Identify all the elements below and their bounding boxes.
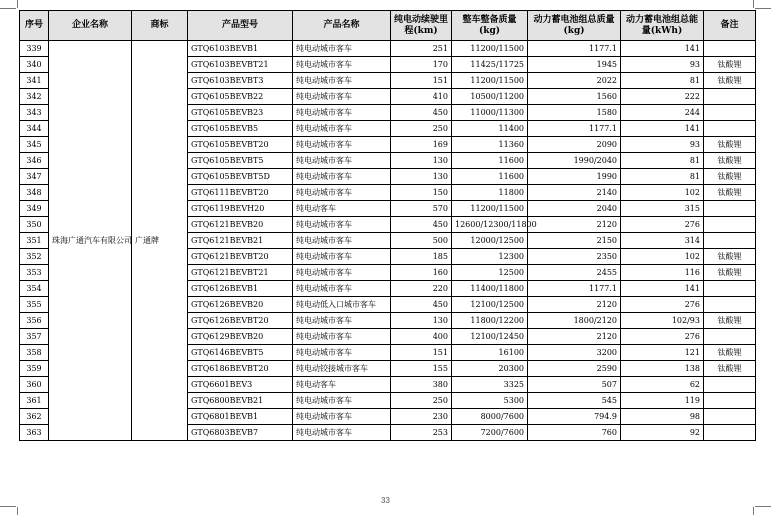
note-cell: 钛酸锂 bbox=[704, 185, 756, 201]
curb-mass-cell: 11400/11800 bbox=[452, 281, 528, 297]
note-cell bbox=[704, 233, 756, 249]
curb-mass-cell: 12100/12450 bbox=[452, 329, 528, 345]
battery-mass-cell: 2120 bbox=[528, 329, 621, 345]
battery-mass-cell: 2150 bbox=[528, 233, 621, 249]
battery-mass-cell: 1177.1 bbox=[528, 281, 621, 297]
product-name-cell: 纯电动城市客车 bbox=[293, 281, 391, 297]
col-header-battery-energy: 动力蓄电池组总能量(kWh) bbox=[621, 11, 704, 41]
model-cell: GTQ6801BEVB1 bbox=[188, 409, 293, 425]
product-name-cell: 纯电动城市客车 bbox=[293, 409, 391, 425]
col-header-note: 备注 bbox=[704, 11, 756, 41]
battery-energy-cell: 314 bbox=[621, 233, 704, 249]
product-name-cell: 纯电动城市客车 bbox=[293, 41, 391, 57]
row-seq-cell: 344 bbox=[20, 121, 49, 137]
range-cell: 130 bbox=[391, 313, 452, 329]
row-seq-cell: 345 bbox=[20, 137, 49, 153]
product-name-cell: 纯电动城市客车 bbox=[293, 121, 391, 137]
vehicle-catalog-table bbox=[19, 10, 756, 441]
model-cell: GTQ6111BEVBT20 bbox=[188, 185, 293, 201]
model-cell: GTQ6601BEV3 bbox=[188, 377, 293, 393]
note-cell: 钛酸锂 bbox=[704, 57, 756, 73]
curb-mass-cell: 11600 bbox=[452, 153, 528, 169]
curb-mass-cell: 11360 bbox=[452, 137, 528, 153]
range-cell: 220 bbox=[391, 281, 452, 297]
col-header-company: 企业名称 bbox=[49, 11, 132, 41]
curb-mass-cell: 11600 bbox=[452, 169, 528, 185]
note-cell bbox=[704, 201, 756, 217]
curb-mass-cell: 11800/12200 bbox=[452, 313, 528, 329]
row-seq-cell: 339 bbox=[20, 41, 49, 57]
battery-mass-cell: 545 bbox=[528, 393, 621, 409]
crop-mark bbox=[755, 8, 771, 9]
model-cell: GTQ6121BEVBT20 bbox=[188, 249, 293, 265]
product-name-cell: 纯电动城市客车 bbox=[293, 265, 391, 281]
model-cell: GTQ6126BEVB20 bbox=[188, 297, 293, 313]
curb-mass-cell: 11200/11500 bbox=[452, 73, 528, 89]
battery-mass-cell: 2455 bbox=[528, 265, 621, 281]
range-cell: 250 bbox=[391, 393, 452, 409]
note-cell bbox=[704, 425, 756, 441]
note-cell bbox=[704, 297, 756, 313]
model-cell: GTQ6121BEVB20 bbox=[188, 217, 293, 233]
curb-mass-cell: 16100 bbox=[452, 345, 528, 361]
note-cell bbox=[704, 41, 756, 57]
battery-mass-cell: 1990/2040 bbox=[528, 153, 621, 169]
product-name-cell: 纯电动客车 bbox=[293, 377, 391, 393]
note-cell bbox=[704, 329, 756, 345]
battery-energy-cell: 141 bbox=[621, 281, 704, 297]
col-header-brand: 商标 bbox=[132, 11, 188, 41]
row-seq-cell: 351 bbox=[20, 233, 49, 249]
range-cell: 185 bbox=[391, 249, 452, 265]
range-cell: 570 bbox=[391, 201, 452, 217]
battery-energy-cell: 81 bbox=[621, 153, 704, 169]
row-seq-cell: 363 bbox=[20, 425, 49, 441]
note-cell: 钛酸锂 bbox=[704, 73, 756, 89]
range-cell: 380 bbox=[391, 377, 452, 393]
battery-energy-cell: 276 bbox=[621, 217, 704, 233]
row-seq-cell: 360 bbox=[20, 377, 49, 393]
crop-mark bbox=[753, 0, 754, 8]
battery-mass-cell: 1560 bbox=[528, 89, 621, 105]
battery-energy-cell: 116 bbox=[621, 265, 704, 281]
note-cell bbox=[704, 409, 756, 425]
row-seq-cell: 362 bbox=[20, 409, 49, 425]
range-cell: 160 bbox=[391, 265, 452, 281]
battery-energy-cell: 138 bbox=[621, 361, 704, 377]
model-cell: GTQ6105BEVB5 bbox=[188, 121, 293, 137]
battery-mass-cell: 1800/2120 bbox=[528, 313, 621, 329]
curb-mass-cell: 12500 bbox=[452, 265, 528, 281]
battery-energy-cell: 315 bbox=[621, 201, 704, 217]
note-cell: 钛酸锂 bbox=[704, 361, 756, 377]
model-cell: GTQ6105BEVBT20 bbox=[188, 137, 293, 153]
curb-mass-cell: 11800 bbox=[452, 185, 528, 201]
range-cell: 251 bbox=[391, 41, 452, 57]
model-cell: GTQ6105BEVB23 bbox=[188, 105, 293, 121]
model-cell: GTQ6126BEVBT20 bbox=[188, 313, 293, 329]
battery-energy-cell: 276 bbox=[621, 329, 704, 345]
row-seq-cell: 357 bbox=[20, 329, 49, 345]
battery-mass-cell: 507 bbox=[528, 377, 621, 393]
battery-mass-cell: 1945 bbox=[528, 57, 621, 73]
note-cell: 钛酸锂 bbox=[704, 249, 756, 265]
range-cell: 500 bbox=[391, 233, 452, 249]
product-name-cell: 纯电动城市客车 bbox=[293, 313, 391, 329]
row-seq-cell: 349 bbox=[20, 201, 49, 217]
product-name-cell: 纯电动城市客车 bbox=[293, 345, 391, 361]
battery-mass-cell: 1177.1 bbox=[528, 121, 621, 137]
product-name-cell: 纯电动城市客车 bbox=[293, 137, 391, 153]
product-name-cell: 纯电动城市客车 bbox=[293, 89, 391, 105]
product-name-cell: 纯电动城市客车 bbox=[293, 233, 391, 249]
model-cell: GTQ6126BEVB1 bbox=[188, 281, 293, 297]
row-seq-cell: 343 bbox=[20, 105, 49, 121]
model-cell: GTQ6121BEVBT21 bbox=[188, 265, 293, 281]
row-seq-cell: 340 bbox=[20, 57, 49, 73]
row-seq-cell: 355 bbox=[20, 297, 49, 313]
model-cell: GTQ6103BEVB1 bbox=[188, 41, 293, 57]
note-cell: 钛酸锂 bbox=[704, 313, 756, 329]
crop-mark bbox=[0, 8, 16, 9]
col-header-curb-mass: 整车整备质量(kg) bbox=[452, 11, 528, 41]
note-cell bbox=[704, 89, 756, 105]
crop-mark bbox=[755, 506, 771, 507]
crop-mark bbox=[17, 507, 18, 515]
note-cell bbox=[704, 393, 756, 409]
row-seq-cell: 346 bbox=[20, 153, 49, 169]
battery-energy-cell: 98 bbox=[621, 409, 704, 425]
battery-energy-cell: 276 bbox=[621, 297, 704, 313]
product-name-cell: 纯电动低入口城市客车 bbox=[293, 297, 391, 313]
battery-mass-cell: 1580 bbox=[528, 105, 621, 121]
model-cell: GTQ6129BEVB20 bbox=[188, 329, 293, 345]
battery-energy-cell: 81 bbox=[621, 73, 704, 89]
brand-cell: 广通牌 bbox=[132, 41, 188, 441]
model-cell: GTQ6800BEVB21 bbox=[188, 393, 293, 409]
model-cell: GTQ6103BEVBT3 bbox=[188, 73, 293, 89]
battery-mass-cell: 2140 bbox=[528, 185, 621, 201]
row-seq-cell: 352 bbox=[20, 249, 49, 265]
range-cell: 253 bbox=[391, 425, 452, 441]
range-cell: 410 bbox=[391, 89, 452, 105]
product-name-cell: 纯电动城市客车 bbox=[293, 217, 391, 233]
curb-mass-cell: 10500/11200 bbox=[452, 89, 528, 105]
curb-mass-cell: 20300 bbox=[452, 361, 528, 377]
page-number: 33 bbox=[381, 496, 390, 505]
note-cell: 钛酸锂 bbox=[704, 137, 756, 153]
curb-mass-cell: 3325 bbox=[452, 377, 528, 393]
row-seq-cell: 354 bbox=[20, 281, 49, 297]
model-cell: GTQ6146BEVBT5 bbox=[188, 345, 293, 361]
crop-mark bbox=[0, 506, 16, 507]
model-cell: GTQ6105BEVB22 bbox=[188, 89, 293, 105]
range-cell: 170 bbox=[391, 57, 452, 73]
model-cell: GTQ6103BEVBT21 bbox=[188, 57, 293, 73]
battery-energy-cell: 92 bbox=[621, 425, 704, 441]
row-seq-cell: 358 bbox=[20, 345, 49, 361]
note-cell: 钛酸锂 bbox=[704, 265, 756, 281]
battery-energy-cell: 102 bbox=[621, 185, 704, 201]
curb-mass-cell: 12300 bbox=[452, 249, 528, 265]
row-seq-cell: 356 bbox=[20, 313, 49, 329]
product-name-cell: 纯电动城市客车 bbox=[293, 153, 391, 169]
range-cell: 230 bbox=[391, 409, 452, 425]
range-cell: 151 bbox=[391, 345, 452, 361]
col-header-product-name: 产品名称 bbox=[293, 11, 391, 41]
note-cell bbox=[704, 217, 756, 233]
range-cell: 250 bbox=[391, 121, 452, 137]
range-cell: 155 bbox=[391, 361, 452, 377]
battery-energy-cell: 141 bbox=[621, 41, 704, 57]
range-cell: 450 bbox=[391, 217, 452, 233]
row-seq-cell: 361 bbox=[20, 393, 49, 409]
battery-energy-cell: 93 bbox=[621, 57, 704, 73]
range-cell: 450 bbox=[391, 297, 452, 313]
battery-energy-cell: 244 bbox=[621, 105, 704, 121]
range-cell: 450 bbox=[391, 105, 452, 121]
battery-energy-cell: 81 bbox=[621, 169, 704, 185]
battery-mass-cell: 2090 bbox=[528, 137, 621, 153]
col-header-range: 纯电动续驶里程(km) bbox=[391, 11, 452, 41]
battery-mass-cell: 1177.1 bbox=[528, 41, 621, 57]
row-seq-cell: 359 bbox=[20, 361, 49, 377]
table-header-row bbox=[20, 11, 756, 41]
note-cell: 钛酸锂 bbox=[704, 153, 756, 169]
battery-mass-cell: 2120 bbox=[528, 217, 621, 233]
battery-mass-cell: 760 bbox=[528, 425, 621, 441]
model-cell: GTQ6186BEVBT20 bbox=[188, 361, 293, 377]
product-name-cell: 纯电动客车 bbox=[293, 201, 391, 217]
curb-mass-cell: 8000/7600 bbox=[452, 409, 528, 425]
battery-energy-cell: 222 bbox=[621, 89, 704, 105]
row-seq-cell: 348 bbox=[20, 185, 49, 201]
note-cell: 钛酸锂 bbox=[704, 345, 756, 361]
row-seq-cell: 353 bbox=[20, 265, 49, 281]
battery-mass-cell: 3200 bbox=[528, 345, 621, 361]
product-name-cell: 纯电动城市客车 bbox=[293, 249, 391, 265]
range-cell: 400 bbox=[391, 329, 452, 345]
curb-mass-cell: 5300 bbox=[452, 393, 528, 409]
note-cell bbox=[704, 121, 756, 137]
note-cell bbox=[704, 281, 756, 297]
battery-mass-cell: 2590 bbox=[528, 361, 621, 377]
product-name-cell: 纯电动城市客车 bbox=[293, 425, 391, 441]
battery-mass-cell: 2120 bbox=[528, 297, 621, 313]
col-header-battery-mass: 动力蓄电池组总质量(kg) bbox=[528, 11, 621, 41]
row-seq-cell: 350 bbox=[20, 217, 49, 233]
curb-mass-cell: 11200/11500 bbox=[452, 41, 528, 57]
product-name-cell: 纯电动铰接城市客车 bbox=[293, 361, 391, 377]
row-seq-cell: 341 bbox=[20, 73, 49, 89]
product-name-cell: 纯电动城市客车 bbox=[293, 73, 391, 89]
curb-mass-cell: 12600/12300/11800 bbox=[452, 217, 528, 233]
note-cell bbox=[704, 105, 756, 121]
product-name-cell: 纯电动城市客车 bbox=[293, 329, 391, 345]
curb-mass-cell: 11400 bbox=[452, 121, 528, 137]
range-cell: 150 bbox=[391, 185, 452, 201]
curb-mass-cell: 11200/11500 bbox=[452, 201, 528, 217]
curb-mass-cell: 7200/7600 bbox=[452, 425, 528, 441]
crop-mark bbox=[17, 0, 18, 8]
range-cell: 130 bbox=[391, 169, 452, 185]
product-name-cell: 纯电动城市客车 bbox=[293, 105, 391, 121]
table-row bbox=[20, 41, 756, 57]
battery-energy-cell: 102/93 bbox=[621, 313, 704, 329]
battery-mass-cell: 794.9 bbox=[528, 409, 621, 425]
battery-energy-cell: 119 bbox=[621, 393, 704, 409]
battery-energy-cell: 141 bbox=[621, 121, 704, 137]
range-cell: 130 bbox=[391, 153, 452, 169]
curb-mass-cell: 11425/11725 bbox=[452, 57, 528, 73]
battery-mass-cell: 2040 bbox=[528, 201, 621, 217]
model-cell: GTQ6105BEVBT5 bbox=[188, 153, 293, 169]
model-cell: GTQ6119BEVH20 bbox=[188, 201, 293, 217]
battery-mass-cell: 2022 bbox=[528, 73, 621, 89]
crop-mark bbox=[753, 507, 754, 515]
model-cell: GTQ6803BEVB7 bbox=[188, 425, 293, 441]
note-cell bbox=[704, 377, 756, 393]
company-cell: 珠海广通汽车有限公司 bbox=[49, 41, 132, 441]
battery-energy-cell: 93 bbox=[621, 137, 704, 153]
model-cell: GTQ6105BEVBT5D bbox=[188, 169, 293, 185]
curb-mass-cell: 11000/11300 bbox=[452, 105, 528, 121]
product-name-cell: 纯电动城市客车 bbox=[293, 393, 391, 409]
range-cell: 151 bbox=[391, 73, 452, 89]
battery-mass-cell: 2350 bbox=[528, 249, 621, 265]
note-cell: 钛酸锂 bbox=[704, 169, 756, 185]
col-header-model: 产品型号 bbox=[188, 11, 293, 41]
battery-energy-cell: 62 bbox=[621, 377, 704, 393]
product-name-cell: 纯电动城市客车 bbox=[293, 57, 391, 73]
col-header-seq: 序号 bbox=[20, 11, 49, 41]
battery-energy-cell: 121 bbox=[621, 345, 704, 361]
battery-mass-cell: 1990 bbox=[528, 169, 621, 185]
product-name-cell: 纯电动城市客车 bbox=[293, 185, 391, 201]
row-seq-cell: 347 bbox=[20, 169, 49, 185]
model-cell: GTQ6121BEVB21 bbox=[188, 233, 293, 249]
curb-mass-cell: 12100/12500 bbox=[452, 297, 528, 313]
row-seq-cell: 342 bbox=[20, 89, 49, 105]
battery-energy-cell: 102 bbox=[621, 249, 704, 265]
curb-mass-cell: 12000/12500 bbox=[452, 233, 528, 249]
range-cell: 169 bbox=[391, 137, 452, 153]
product-name-cell: 纯电动城市客车 bbox=[293, 169, 391, 185]
